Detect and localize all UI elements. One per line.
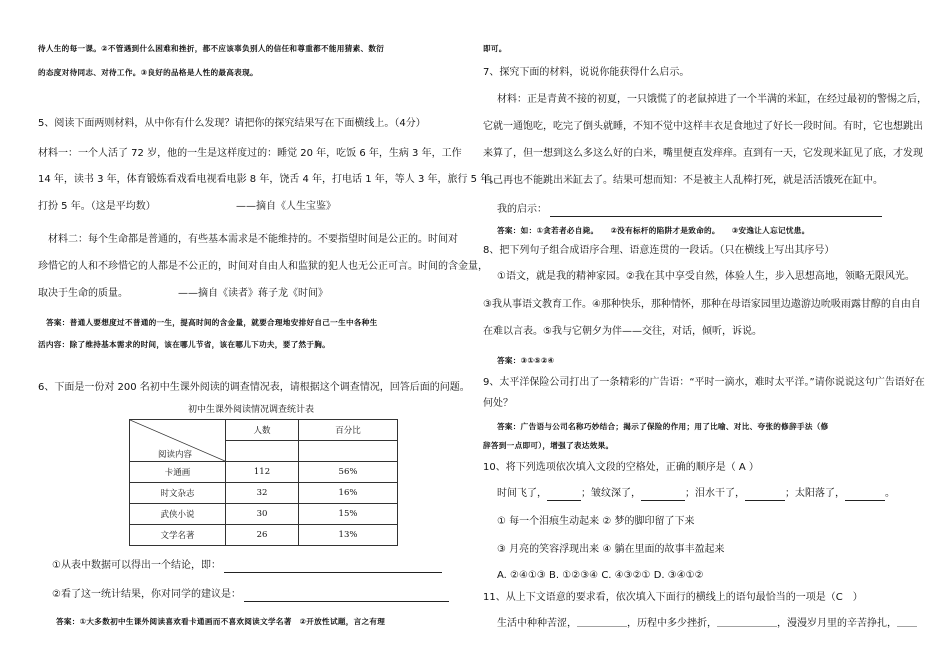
table-row [130, 483, 398, 504]
q9-stem-2: 何处？ [483, 398, 513, 409]
q5-material1-source: ——摘自《人生宝鉴》 [236, 201, 336, 212]
cell-count: 30 [226, 504, 299, 525]
q8-stem: 8、把下列句子组合成语序合理、语意连贯的一段话。（只在横线上写出其序号） [483, 245, 835, 256]
q10-stem: 10、将下列选项依次填入文段的空格处，正确的顺序是（ A ） [483, 462, 759, 473]
cell-percent: 16% [299, 483, 398, 504]
q7-enlightenment-label: 我的启示： [497, 204, 547, 215]
q10-fill-text: ；太阳落了， [785, 488, 845, 499]
q6-answer: 答案：①大多数初中生课外阅读喜欢看卡通画而不喜欢阅读文学名著 ②开放性试题，言之有理 [56, 617, 386, 626]
q10-fill-line [497, 487, 895, 501]
q10-blank-2[interactable] [641, 490, 685, 501]
header-spacer [299, 441, 398, 462]
q10-blank-3[interactable] [745, 490, 785, 501]
q6-stem: 6、下面是一份对 200 名初中生课外阅读的调查情况表，请根据这个调查情况，回答后面的问题。 [38, 382, 470, 393]
q5-stem: 5、阅读下面两则材料，从中你有什么发现？请把你的探究结果写在下面横线上。（4分） [38, 118, 426, 129]
q5-material2-line2: 珍惜它的人和不珍惜它的人都是不公正的，时间对自由人和监狱的犯人也无公正可言。时间的含金量， [38, 261, 488, 272]
cell-percent: 13% [299, 525, 398, 546]
q5-material1-line3: 打扮 5 年。（这是平均数） [38, 201, 156, 212]
q9-answer-line2: 辞答到一点即可），增强了表达效果。 [483, 441, 614, 450]
cell-item: 卡通画 [130, 462, 226, 483]
cell-item: 时文杂志 [130, 483, 226, 504]
q5-answer-line1: 答案：普通人要想度过不普通的一生，提高时间的含金量，就要合理地安排好自己一生中各种生 [46, 318, 378, 327]
q7-answer: 答案：如：①贪若者必自毙。 ②没有标杆的陷阱才是致命的。 ③安逸让人忘记忧患。 [497, 226, 810, 235]
q9-answer-line1: 答案：广告语与公司名称巧妙结合；揭示了保险的作用；用了比喻、对比、夸张的修辞手法（修 [497, 422, 829, 431]
q10-options-line2: ③ 月亮的笑容浮现出来 ④ 躺在里面的故事丰盈起来 [497, 544, 725, 555]
cell-count: 32 [226, 483, 299, 504]
q10-fill-text: ；皱纹深了， [581, 488, 641, 499]
q5-material2-source: ——摘自《读者》蒋子龙《时间》 [178, 288, 328, 299]
col-header-percent: 百分比 [299, 420, 398, 441]
q5-material1-line2: 14 年，读书 3 年，体育锻炼看戏看电视看电影 8 年，饶舌 4 年，打电话 1 年，等人 3 年，旅行 5 年， [38, 174, 501, 185]
q7-material-line3: 来算了，但一想到这么多这么好的白米，嘴里便直发痒痒。直到有一天，它发现米缸见了底，才发现 [483, 148, 923, 159]
q5-answer-line2: 活内容：除了维持基本需求的时间，该在哪儿节省，该在哪儿下功夫，要了然于胸。 [38, 340, 331, 349]
cell-percent: 15% [299, 504, 398, 525]
table-row [130, 462, 398, 483]
q6-sub1-text: ①从表中数据可以得出一个结论，即： [52, 560, 221, 571]
table-row [130, 504, 398, 525]
header-spacer [226, 441, 299, 462]
q10-fill-text: 。 [885, 488, 895, 499]
q7-material-line2: 它就一通饱吃，吃完了倒头就睡，不知不觉中这样丰衣足食地过了好长一段时间。有时，它也想跳出 [483, 121, 923, 132]
q7-enlightenment [497, 203, 882, 217]
q8-answer: 答案：③①⑤②④ [497, 356, 555, 365]
q10-blank-1[interactable] [547, 490, 581, 501]
q10-fill-text: 时间飞了， [497, 488, 547, 499]
prev-answer-line-1: 待人生的每一课。②不管遇到什么困难和挫折，都不应该辜负别人的信任和尊重都不能用猜素、数衍 [38, 44, 385, 53]
q6-sub2-blank[interactable] [244, 591, 449, 602]
q5-material1-line1: 材料一：一个人活了 72 岁，他的一生是这样度过的：睡觉 20 年，吃饭 6 年，生病 3 年，工作 [38, 148, 462, 159]
q10-options-line1: ① 每一个泪痕生动起来 ② 梦的脚印留了下来 [497, 516, 695, 527]
q6-sub2 [52, 588, 449, 602]
q6-sub1 [52, 559, 442, 573]
table-row [130, 525, 398, 546]
q10-fill-text: ；泪水干了， [685, 488, 745, 499]
table-title: 初中生课外阅读情况调查统计表 [188, 405, 315, 415]
q6-sub1-blank[interactable] [224, 562, 442, 573]
q9-stem: 9、太平洋保险公司打出了一条精彩的广告语：“平时一滴水，难时太平洋。”请你说说这句广告语好在 [483, 377, 925, 388]
row-header-label: 阅读内容 [158, 450, 193, 460]
q7-stem: 7、探究下面的材料，说说你能获得什么启示。 [483, 67, 690, 78]
q5-material2-line1: 材料二：每个生命都是普通的，有些基本需求是不能维持的。不要指望时间是公正的。时间对 [48, 234, 458, 245]
q8-line1: ①语文，就是我的精神家园。②我在其中享受自然，体验人生，步入思想高地，领略无限风光。 [497, 271, 915, 282]
q6-sub2-text: ②看了这一统计结果，你对同学的建议是： [52, 589, 241, 600]
q5-material2-line3: 取决于生命的质量。 [38, 288, 128, 299]
cell-percent: 56% [299, 462, 398, 483]
prev-answer-tail: 即可。 [483, 44, 507, 53]
q10-blank-4[interactable] [845, 490, 885, 501]
q7-enlightenment-blank[interactable] [550, 206, 882, 217]
q8-line2: ③我从事语文教育工作。④那种快乐，那种情怀，那种在母语家园里边遨游边吮吸雨露甘醇的自由自 [483, 299, 921, 310]
cell-item: 武侠小说 [130, 504, 226, 525]
q8-line3: 在难以言表。⑤我与它朝夕为伴——交往，对话，倾听，诉说。 [483, 326, 762, 337]
q10-choices: A. ②④①③ B. ①②③④ C. ④③②① D. ③④①② [497, 570, 704, 581]
cell-item: 文学名著 [130, 525, 226, 546]
cell-count: 112 [226, 462, 299, 483]
prev-answer-line-2: 的态度对待同志、对待工作。③良好的品格是人性的最高表现。 [38, 68, 258, 77]
q11-stem: 11、从上下文语意的要求看，依次填入下面行的横线上的语句最恰当的一项是（C ） [483, 592, 863, 603]
col-header-people: 人数 [226, 420, 299, 441]
q11-line: 生活中种种苦涩，＿＿＿＿＿，历程中多少挫折，＿＿＿＿＿＿，漫漫岁月里的辛苦挣扎，＿＿ [497, 618, 917, 629]
q7-material-line1: 材料：正是青黄不接的初夏，一只饿慌了的老鼠掉进了一个半满的米缸，在经过最初的警惕之后， [497, 94, 927, 105]
survey-table [129, 419, 398, 546]
cell-count: 26 [226, 525, 299, 546]
table-diagonal-header [130, 420, 226, 462]
q7-material-line4: 自己再也不能跳出米缸去了。结果可想而知：不是被主人乱棒打死，就是活活饿死在缸中。 [483, 175, 883, 186]
